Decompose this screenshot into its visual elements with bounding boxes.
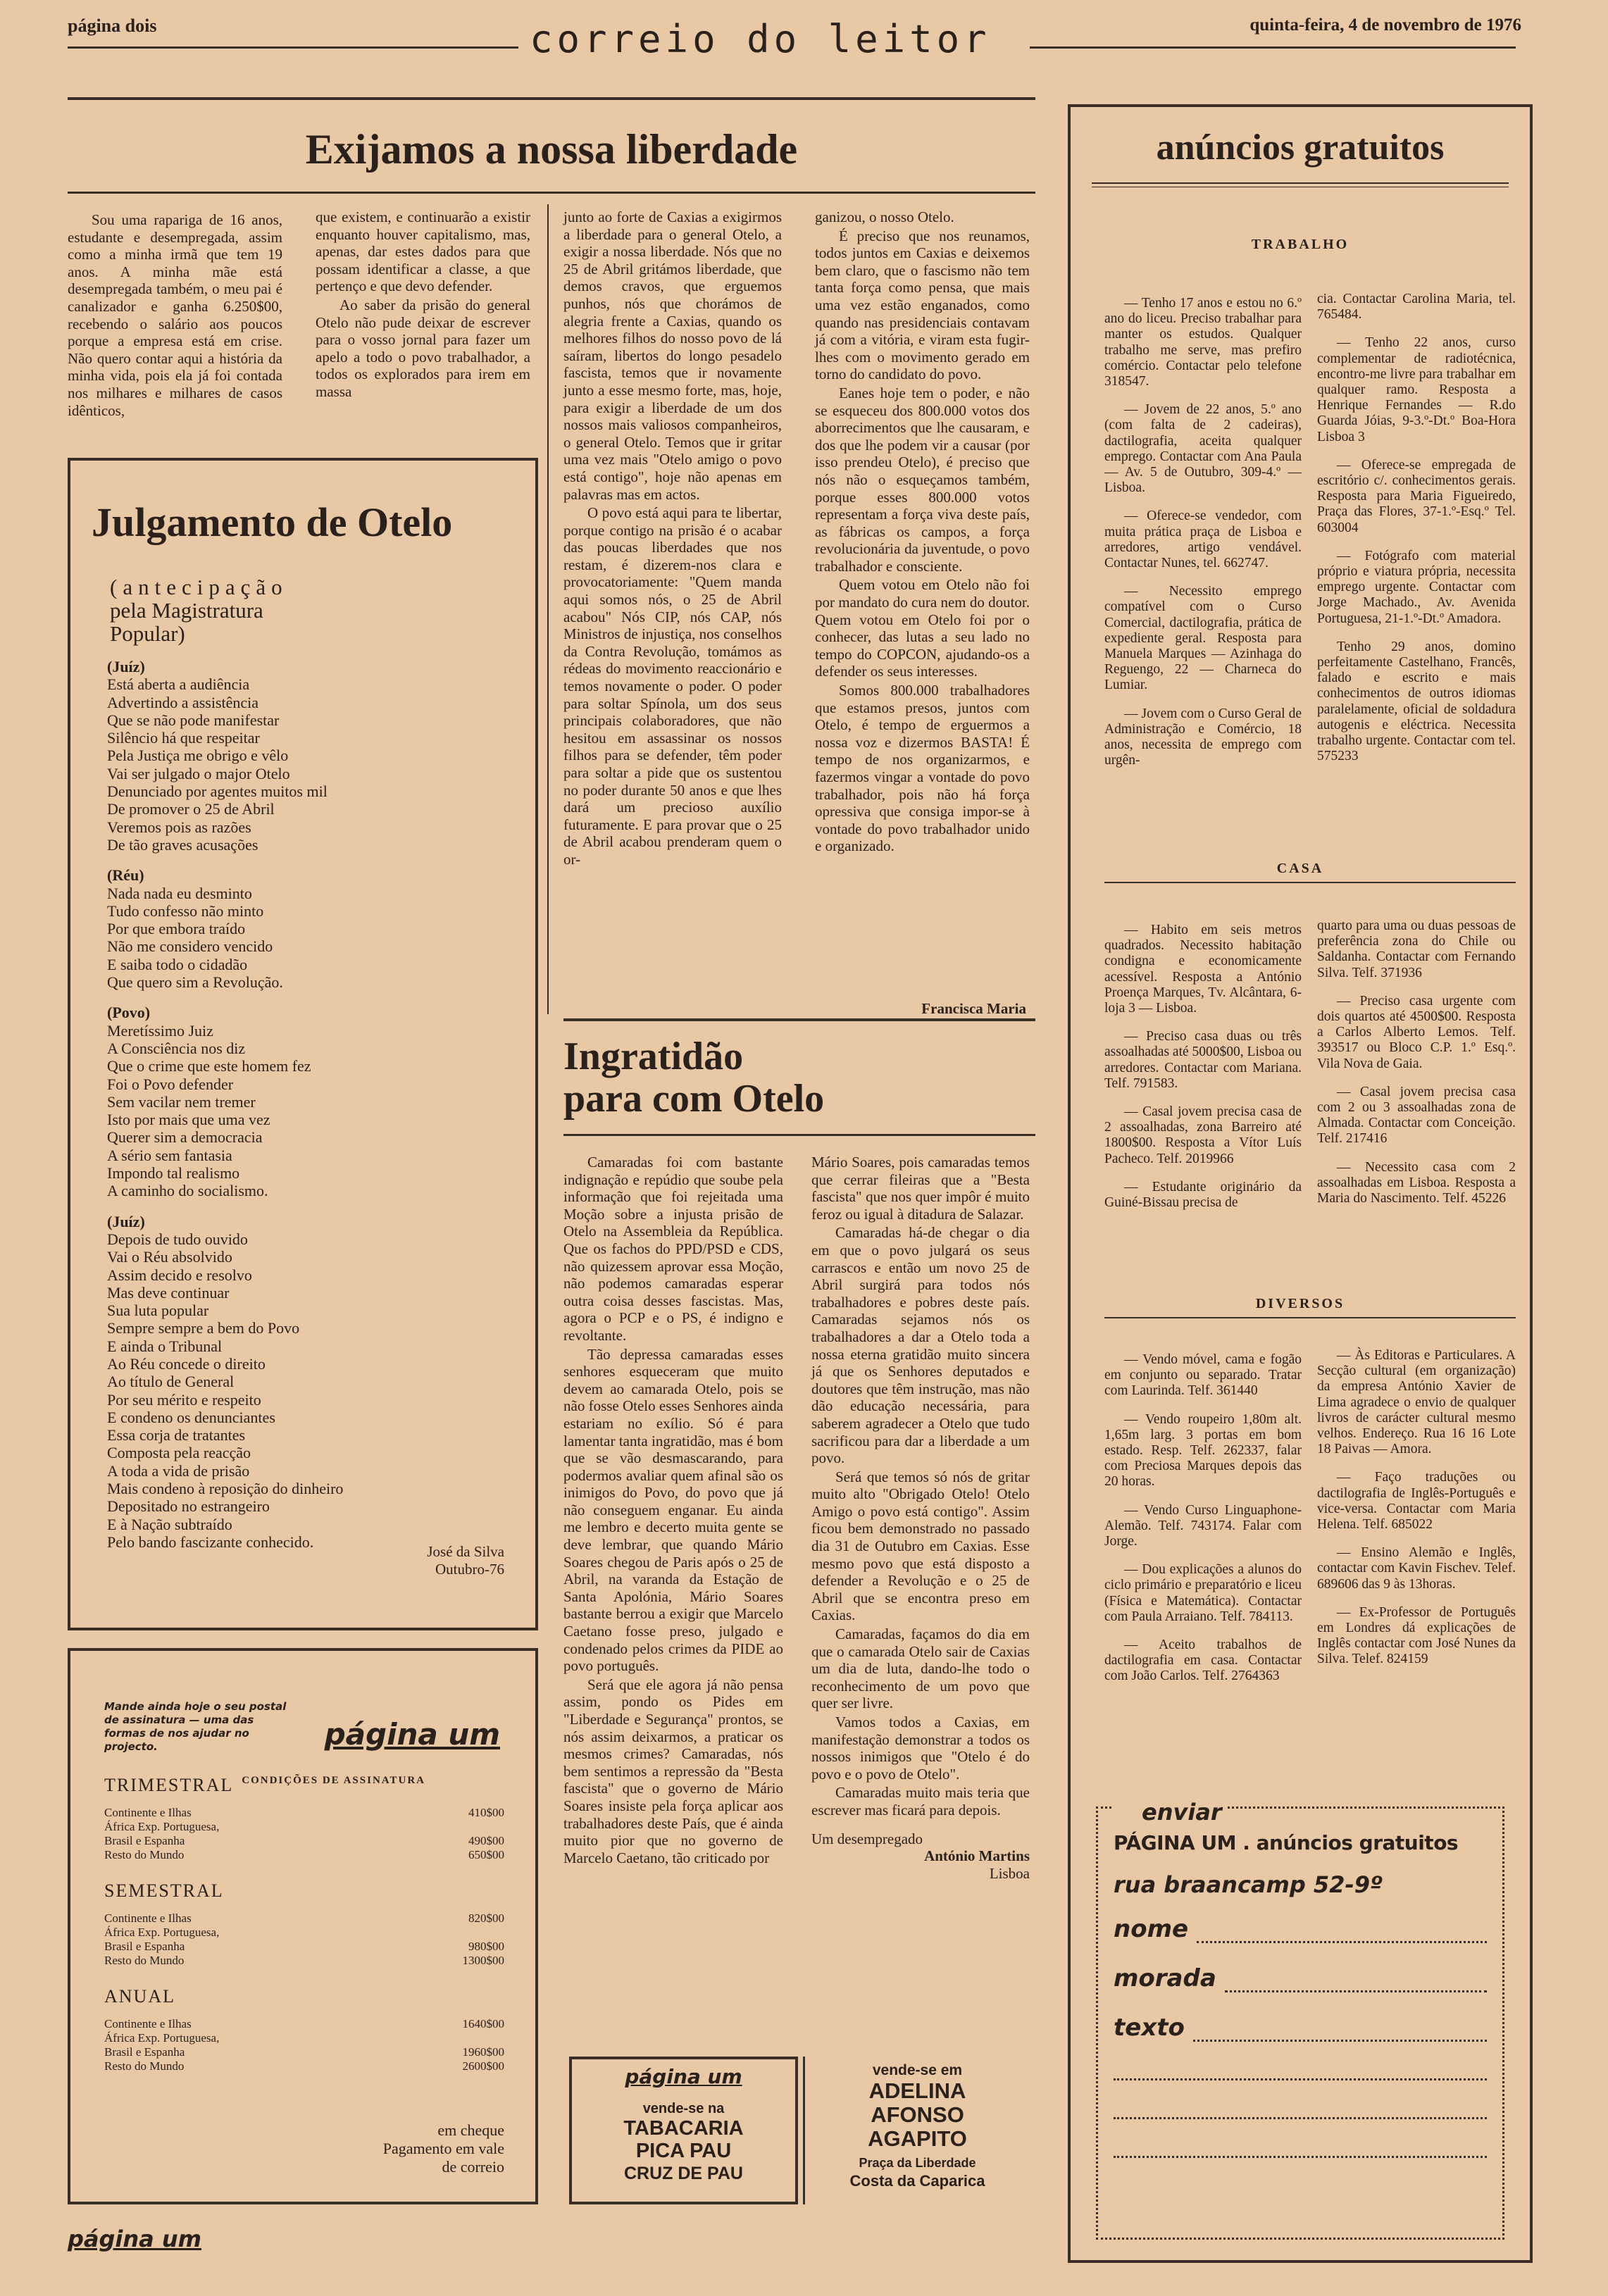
poem-author-name: José da Silva: [427, 1543, 504, 1560]
poem-speaker: (Juíz): [107, 658, 145, 675]
paragraph: junto ao forte de Caxias a exigirmos a liberdade para o general Otelo, a exigir a nossa liberdade. Nós que no 25 de Abril gritámos liberdade, que demos cravos, que erguemos punhos, nós que chorámos de alegria frente a Caxias, quando os melhores filhos do nosso povo de lá saíram, libertos do longo pesadelo fascista, temos que ir novamente junto a esse mesmo forte, mas, hoje, para exigir a liberdade de um dos nossos mais valiosos companheiros, o general Otelo. Temos que ir gritar uma vez mais "Otelo amigo o povo está contigo", hoje não apenas em palavras mas em actos.: [563, 208, 782, 503]
poem-speaker: (Réu): [107, 866, 144, 885]
second-article-top-rule: [563, 1018, 1035, 1021]
main-article-title: Exijamos a nossa liberdade: [305, 126, 798, 173]
classified-ad: — Oferece-se empregada de escritório c/. conhecimentos gerais. Resposta para Maria Figueiredo, Praça das Flores, 37-1.º-Esq.º Tel. 603004: [1317, 457, 1516, 535]
second-article-col1: [563, 1154, 783, 1868]
second-article-place: Lisboa: [989, 1864, 1030, 1882]
page-label: página dois: [68, 15, 157, 36]
price-value: 490$00: [468, 1834, 504, 1847]
poem-line: De tão graves acusações: [107, 835, 258, 854]
poem-line: Pela Justiça me obrigo e vêlo: [107, 747, 289, 765]
poem-line: A toda a vida de prisão: [107, 1461, 250, 1480]
price-region: África Exp. Portuguesa,: [104, 2031, 220, 2045]
form-send-label: enviar: [1114, 1799, 1228, 1826]
poem-line: Isto por mais que uma vez: [107, 1111, 270, 1129]
payment-line: em vale: [455, 2140, 504, 2157]
price-row: [104, 1834, 504, 1848]
sales-box-tabacaria: [569, 2057, 798, 2204]
classified-ad: — Faço traduções ou dactilografia de Inglês-Português e vice-versa. Contactar com Maria Helena. Telf. 685022: [1317, 1470, 1516, 1533]
price-row: [104, 2017, 504, 2031]
price-row: [104, 1820, 504, 1834]
price-value: 410$00: [468, 1806, 504, 1819]
period-name: TRIMESTRAL: [104, 1775, 234, 1795]
form-label-nome: nome: [1114, 1915, 1189, 1943]
poem-line: Impondo tal realismo: [107, 1164, 240, 1183]
subscription-period: [104, 1986, 504, 2007]
price-region: Continente e Ilhas: [104, 2017, 192, 2030]
price-region: Resto do Mundo: [104, 2059, 185, 2073]
classified-ad: — Ex-Professor de Português em Londres dá explicações de Inglês contactar com José Nunes da Silva. Telef. 824159: [1317, 1604, 1516, 1667]
text-field[interactable]: [1193, 2019, 1487, 2042]
poem-line: Composta pela reacção: [107, 1444, 251, 1462]
sales-line: vende-se na: [642, 2101, 725, 2116]
poem-line: Sem vacilar nem tremer: [107, 1092, 256, 1111]
poem-line: E saiba todo o cidadão: [107, 955, 248, 973]
poem-line: Está aberta a audiência: [107, 675, 250, 694]
section-rule: [1104, 1317, 1516, 1318]
poem-body: [107, 658, 535, 1551]
classified-ad: cia. Contactar Carolina Maria, tel. 765484.: [1317, 292, 1516, 323]
second-article-signature-label: Um desempregado: [811, 1830, 923, 1847]
paragraph: Será que temos só nós de gritar muito alto "Obrigado Otelo! Otelo Amigo o povo está contigo". Assim ficou bem demonstrado no passado dia 31 de Outubro em Caxias. Esse mesmo povo que está disposto a defender a Revolução e o 25 de Abril que se encontra preso em Caxias.: [811, 1468, 1030, 1624]
classifieds-trabalho-left: [1104, 296, 1302, 781]
main-article-col3: [563, 208, 782, 870]
poem-line: A caminho do socialismo.: [107, 1182, 268, 1200]
paragraph: Eanes hoje tem o poder, e não se esqueceu dos 800.000 votos dos aborrecimentos que lhe causaram, e dos que lhe podem vir a causar (por isso prendeu Otelo), é preciso que nós não o esqueçamos também, porque esses 800.000 votos representam a força viva deste país, as fábricas os campos, a força revolucionária da juventude, o povo trabalhador e consciente.: [815, 384, 1030, 575]
section-rule: [1104, 882, 1516, 883]
poem-speaker: (Povo): [107, 1004, 151, 1022]
poem-title: Julgamento de Otelo: [92, 499, 453, 545]
poem-author: [427, 1543, 504, 1578]
poem-line: Por seu mérito e respeito: [107, 1390, 261, 1409]
classified-ad: — Vendo móvel, cama e fogão em conjunto ou separado. Tratar com Laurinda. Telf. 361440: [1104, 1352, 1302, 1399]
section-trabalho: TRABALHO: [1251, 237, 1350, 252]
poem-line: Depositado no estrangeiro: [107, 1497, 270, 1516]
subtitle-line: Popular): [110, 621, 185, 646]
form-address: rua braancamp 52-9º: [1114, 1871, 1383, 1898]
price-region: Brasil e Espanha: [104, 1940, 185, 1953]
poem-line: A sério sem fantasia: [107, 1146, 232, 1164]
poem-stanza: [107, 866, 535, 991]
price-region: Resto do Mundo: [104, 1848, 185, 1861]
classified-ad: — Oferece-se vendedor, com muita prática praça de Lisboa e arredores, artigo vendável. Contactar Nunes, tel. 662747.: [1104, 509, 1302, 571]
poem-line: Silêncio há que respeitar: [107, 729, 260, 747]
poem-line: E ainda o Tribunal: [107, 1337, 223, 1355]
classified-ad: — Vendo Curso Linguaphone-Alemão. Telf. 743174. Falar com Jorge.: [1104, 1502, 1302, 1549]
classified-ad: — Necessito emprego compatível com o Curso Comercial, dactilografia, prática de expediente geral. Resposta para Manuela Marques — Azinhaga do Reguengo, 22 — Charneca do Lumiar.: [1104, 584, 1302, 693]
price-row: [104, 2045, 504, 2059]
paragraph: É preciso que nos reunamos, todos juntos em Caxias e deixemos bem claro, que o fascismo não tem tanta força como pensa, que mais uma vez estão enganados, como quando nas presidenciais contavam já com a vitória, e viram esta fugir-lhes com o movimento gerado em torno do candidato do povo.: [815, 227, 1030, 383]
poem-stanza: [107, 658, 535, 854]
paragraph: Será que ele agora já não pensa assim, pondo os Pides em "Liberdade e Segurança" prontos, se nós assim deixarmos, a praticar os mesmos crimes? Camaradas, nós bem sentimos a repressão da "Besta fascista" que o governo de Mário Soares insiste pela força aplicar aos trabalhadores deste País, que é ainda muito pior que no governo de Marcelo Caetano, tão criticado por: [563, 1676, 783, 1866]
payment-line: de correio: [442, 2158, 504, 2176]
header-rule-left: [68, 46, 518, 49]
poem-line: E condeno os denunciantes: [107, 1408, 275, 1426]
classified-ad: — Casal jovem precisa casa com 2 ou 3 assoalhadas zona de Almada. Contactar com Conceição. Telf. 217416: [1317, 1084, 1516, 1147]
poem-line: Não me considero vencido: [107, 937, 273, 956]
poem-stanza: [107, 1004, 535, 1199]
poem-line: Pelo bando fascizante conhecido.: [107, 1533, 314, 1551]
classifieds-trabalho-right: [1317, 292, 1516, 777]
form-row-nome: [1114, 1915, 1487, 1943]
poem-box: [68, 458, 538, 1630]
classified-ad: — Aceito trabalhos de dactilografia em casa. Contactar com João Carlos. Telf. 2764363: [1104, 1637, 1302, 1684]
payment-label: Pagamento: [382, 2140, 452, 2157]
classifieds-title: anúncios gratuitos: [1156, 127, 1445, 168]
poem-line: Sua luta popular: [107, 1302, 209, 1320]
main-article-col2: [316, 208, 530, 402]
footer-logo: página um: [68, 2226, 202, 2252]
classifieds-casa-right: [1317, 918, 1516, 1219]
form-label-texto: texto: [1114, 2014, 1185, 2042]
price-value: 820$00: [468, 1911, 504, 1925]
payment-line: em cheque: [437, 2121, 504, 2139]
price-row: [104, 2059, 504, 2073]
classifieds-diversos-right: [1317, 1348, 1516, 1680]
form-row-morada: [1114, 1964, 1487, 1992]
classified-ad: — Jovem com o Curso Geral de Administração e Comércio, 18 anos, necessita de emprego com urgên-: [1104, 706, 1302, 768]
second-article-col2: [811, 1154, 1030, 1882]
poem-line: Meretíssimo Juiz: [107, 1021, 213, 1040]
subscription-period: [104, 1880, 504, 1902]
poem-line: Tudo confesso não minto: [107, 901, 264, 920]
main-article-col4: [815, 208, 1030, 856]
section-title: correio do leitor: [530, 17, 991, 61]
subscription-period: [104, 1775, 504, 1796]
classified-ad: — Fotógrafo com material próprio e viatura própria, necessita emprego urgente. Contactar com Jorge Machado., Av. Avenida Portuguesa, 21-1.º-Dt.º Amadora.: [1317, 548, 1516, 626]
price-row: [104, 1848, 504, 1862]
form-label-morada: morada: [1114, 1964, 1216, 1992]
classified-ad: Tenho 29 anos, domino perfeitamente Castelhano, Francês, falado e escrito e mais conhecimentos de outros idiomas paralelamente, oficial de soldadura autogenis e eléctrica. Necessita trabalho urgente. Contactar com tel. 575233: [1317, 639, 1516, 764]
price-value: 1640$00: [462, 2017, 504, 2030]
price-row: [104, 1940, 504, 1954]
paragraph: O povo está aqui para te libertar, porque contigo na prisão é o acabar das poucas liberdades que nos restam, é dizerem-nos clara e provocatoriamente: "Quem manda aqui somos nós, o 25 de Abril acabou" Nós CIP, nós CAP, nós Ministros de injustiça, nos conselhos da Contra Revolução, tomámos as rédeas do movimento reaccionário e temos novamente o poder. O poder para soltar Spínola, um dos seus principais colaboradores, que não hesitou em assassinar os nossos filhos para se defender, têm poder para soltar a pide que os sustentou no poder durante 50 anos e que lhes dará um precioso auxílio futuramente. E para provar que o 25 de Abril acabou prenderam quem o or-: [563, 504, 782, 868]
poem-line: Que quero sim a Revolução.: [107, 973, 283, 992]
header-rule-right: [1030, 46, 1516, 49]
text-field-line[interactable]: [1114, 2080, 1487, 2119]
subscription-box: [68, 1648, 538, 2204]
paragraph: Camaradas há-de chegar o dia em que o povo julgará os seus carrascos e então um novo 25 de Abril surgirá para todos nós trabalhadores e pobres deste país. Camaradas sejamos nós os trabalhadores a dar a Otelo toda a nossa eterna gratidão muito sincera já que os Senhores deputados e doutores que têm instrução, mas não dão educação necessária, para saberem agradecer a Otelo que tudo sacrificou para dar a liberdade a um povo.: [811, 1224, 1030, 1467]
paragraph: Somos 800.000 trabalhadores que estamos presos, juntos com Otelo, é tempo de erguermos a nossa voz e dizermos BASTA! É tempo de nos organizarmos, e fazermos vingar a vontade do povo trabalhador, pois não há força opressiva que consiga impor-se à vontade do povo trabalhador unido e organizado.: [815, 682, 1030, 855]
price-region: Continente e Ilhas: [104, 1806, 192, 1819]
price-region: África Exp. Portuguesa,: [104, 1820, 220, 1833]
price-region: Continente e Ilhas: [104, 1911, 192, 1925]
poem-speaker: (Juíz): [107, 1212, 145, 1230]
paragraph: Tão depressa camaradas esses senhores esqueceram que muito devem ao camarada Otelo, pois se não fosse Otelo esses Senhores ainda estariam no exílio. Só é para lamentar tanta ingratidão, mas é bom que se vão desmascarando, para podermos avaliar quem afinal são os inimigos do Povo, do povo que já não conseguem enganar. Eu ainda me lembro e decerto muita gente se deve lembrar, que quando Mário Soares chegou de Paris após o 25 de Abril, na varanda da Estação de Santa Apolónia, Mário Soares bastante berrou a exigir que Marcelo Caetano fosse preso, julgado e condenado pelos crimes da PIDE ao povo português.: [563, 1345, 784, 1675]
poem-line: Mas deve continuar: [107, 1283, 230, 1302]
poem-line: Que se não pode manifestar: [107, 711, 280, 729]
price-row: [104, 1954, 504, 1968]
submission-form: [1096, 1799, 1504, 2240]
second-article-title: [563, 1035, 1035, 1120]
title-line: para com Otelo: [563, 1077, 825, 1121]
poem-line: Mais condeno à reposição do dinheiro: [107, 1480, 344, 1498]
price-value: 650$00: [468, 1848, 504, 1861]
poem-line: E à Nação subtraído: [107, 1515, 232, 1533]
sales-line: CRUZ DE PAU: [624, 2164, 743, 2183]
price-row: [104, 1806, 504, 1820]
poem-line: Essa corja de tratantes: [107, 1426, 246, 1445]
price-value: 1960$00: [462, 2045, 504, 2059]
price-row: [104, 2031, 504, 2045]
price-row: [104, 1926, 504, 1940]
classified-ad: — Vendo roupeiro 1,80m alt. 1,65m larg. 3 portas em bom estado. Resp. Telf. 262337, falar com Preciosa Marques depois das 20 horas.: [1104, 1411, 1302, 1490]
poem-line: Vai o Réu absolvido: [107, 1248, 232, 1266]
form-row-texto: [1114, 2014, 1487, 2042]
sales-line: Costa da Caparica: [849, 2172, 985, 2190]
paragraph: Ao saber da prisão do general Otelo não pude deixar de escrever para o vosso jornal para fazer um apelo a todo o povo trabalhador, a todos os explorados para irem em massa: [316, 296, 530, 400]
classifieds-casa-left: [1104, 923, 1302, 1223]
classified-ad: — Estudante originário da Guiné-Bissau precisa de: [1104, 1179, 1302, 1211]
price-value: 2600$00: [462, 2059, 504, 2073]
classified-ad: — Preciso casa duas ou três assoalhadas até 5000$00, Lisboa ou arredores. Contactar com Mariana. Telf. 791583.: [1104, 1029, 1302, 1091]
classified-ad: — Ensino Alemão e Inglês, contactar com Kavin Fischev. Telef. 689606 das 9 às 13horas.: [1317, 1545, 1516, 1592]
conditions-label: CONDIÇÕES DE ASSINATURA: [242, 1775, 426, 1786]
poem-line: Que o crime que este homem fez: [107, 1057, 311, 1075]
poem-line: Ao Réu concede o direito: [107, 1354, 266, 1373]
pagina-um-logo: página um: [625, 2065, 742, 2088]
pagina-um-logo: página um: [324, 1717, 500, 1752]
classifieds-diversos-left: [1104, 1352, 1302, 1697]
poem-line: Depois de tudo ouvido: [107, 1230, 248, 1248]
classified-ad: — Necessito casa com 2 assoalhadas em Lisboa. Resposta a Maria do Nascimento. Telf. 45226: [1317, 1159, 1516, 1206]
main-article-col1: [68, 211, 282, 420]
paragraph: Camaradas, façamos do dia em que o camarada Otelo sair de Caxias um dia de luta, dando-lhe todo o reconhecimento de um povo que quer ser livre.: [811, 1626, 1030, 1712]
period-name: SEMESTRAL: [104, 1880, 224, 1901]
classified-ad: — Habito em seis metros quadrados. Necessito habitação condigna e economicamente acessível. Resposta a António Proença Marques, Tv. Alcântara, 6-loja 3 — Lisboa.: [1104, 923, 1302, 1016]
top-rule: [68, 97, 1035, 100]
classifieds-rule: [1092, 182, 1509, 184]
main-article-signature: Francisca Maria: [921, 1000, 1026, 1017]
price-value: 980$00: [468, 1940, 504, 1953]
poem-line: Vai ser julgado o major Otelo: [107, 764, 290, 782]
classified-ad: quarto para uma ou duas pessoas de preferência zona do Chile ou Saldanha. Contactar com Fernando Silva. Telf. 371936: [1317, 918, 1516, 980]
title-rule: [68, 192, 1035, 194]
section-casa: CASA: [1276, 861, 1324, 876]
price-region: Resto do Mundo: [104, 1954, 185, 1967]
second-article-title-rule: [563, 1134, 1035, 1136]
paragraph: ganizou, o nosso Otelo.: [815, 208, 954, 225]
section-diversos: DIVERSOS: [1255, 1296, 1345, 1311]
price-region: África Exp. Portuguesa,: [104, 1926, 220, 1939]
title-line: Ingratidão: [563, 1035, 744, 1078]
poem-line: Nada nada eu desminto: [107, 884, 252, 902]
period-name: ANUAL: [104, 1986, 175, 2007]
poem-line: Denunciado por agentes muitos mil: [107, 782, 328, 801]
sales-line: AFONSO: [871, 2102, 964, 2127]
classified-ad: — Às Editoras e Particulares. A Secção cultural (em organização) da empresa António Xavier de Lima agradece o envio de qualquer livros de carácter cultural mesmo velhos. Endereço. Rua 16 16 Lote 18 Paivas — Amora.: [1317, 1348, 1516, 1457]
paragraph: Sou uma rapariga de 16 anos, estudante e desempregada, assim como a minha irmã que tem 19 anos. A minha mãe está desempregada também, o meu pai é canalizador e ganha 6.250$00, recebendo o salário aos poucos porque a empresa está em crise. Não quero contar aqui a história da minha vida, pois ela já foi contada nos milhares e milhares de casos idênticos,: [68, 211, 282, 419]
sales-line: AGAPITO: [868, 2126, 967, 2151]
price-value: 1300$00: [462, 1954, 504, 1967]
sales-line: Praça da Liberdade: [859, 2156, 976, 2170]
payment-info: [383, 2121, 504, 2176]
paragraph: Camaradas muito mais teria que escrever mas ficará para depois.: [811, 1784, 1030, 1818]
page-date: quinta-feira, 4 de novembro de 1976: [1249, 15, 1521, 35]
classified-ad: — Tenho 17 anos e estou no 6.º ano do liceu. Preciso trabalhar para manter os estudos. Qualquer trabalho me serve, mas prefiro comércio. Contactar pelo telefone 318547.: [1104, 296, 1302, 389]
classified-ad: — Jovem de 22 anos, 5.º ano (com falta de 2 cadeiras), dactilografia, aceita qualquer emprego. Contactar com Ana Paula — Av. 5 de Outubro, 309-4.º — Lisboa.: [1104, 402, 1302, 496]
name-field[interactable]: [1197, 1920, 1487, 1943]
poem-line: Querer sim a democracia: [107, 1128, 263, 1147]
poem-line: Assim decido e resolvo: [107, 1266, 252, 1284]
paragraph: que existem, e continuarão a existir enquanto houver capitalismo, mas, apenas, dar estes dados para que possam identificar a classe, a que pertenço e que devo defender.: [316, 208, 530, 295]
sales-line: PICA PAU: [635, 2140, 732, 2162]
second-article-signature: António Martins: [924, 1847, 1030, 1865]
address-field[interactable]: [1225, 1969, 1487, 1992]
poem-line: Sempre sempre a bem do Povo: [107, 1319, 300, 1337]
classified-ad: — Preciso casa urgente com dois quartos até 4500$00. Resposta a Carlos Alberto Lemos. Telf. 393517 ou Bloco C.P. 1.º Esq.º. Vila Nova de Gaia.: [1317, 993, 1516, 1071]
subscription-periods: [104, 1775, 504, 2073]
form-heading: PÁGINA UM . anúncios gratuitos: [1114, 1831, 1459, 1854]
sales-line: vende-se em: [872, 2062, 963, 2078]
paragraph: Vamos todos a Caxias, em manifestação demonstrar a todos os nossos inimigos que "Otelo é do povo e o povo de Otelo".: [811, 1714, 1030, 1783]
paragraph: Mário Soares, pois camaradas temos que cerrar fileiras que a "Besta fascista" que nos quer impôr é muito feroz ou igual à ditadura de Salazar.: [811, 1154, 1030, 1223]
sales-line: TABACARIA: [623, 2117, 744, 2140]
subtitle-line: (antecipação: [110, 575, 288, 599]
poem-line: Advertindo a assistência: [107, 693, 259, 711]
poem-line: A Consciência nos diz: [107, 1039, 246, 1057]
subtitle-line: pela Magistratura: [110, 598, 263, 623]
poem-date: Outubro-76: [435, 1561, 504, 1578]
column-rule: [547, 204, 549, 1014]
classified-ad: — Tenho 22 anos, curso complementar de radiotécnica, encontro-me livre para trabalhar em qualquer ramo. Resposta a Henrique Fernandes — R.do Guarda Jóias, 9-3.º-Dt.º Boa-Hora Lisboa 3: [1317, 335, 1516, 444]
sales-box-adelina: [803, 2057, 1030, 2204]
classified-ad: — Dou explicações a alunos do ciclo primário e preparatório e liceu (Física e Matemática). Contactar com Paula Arraiano. Telf. 784113.: [1104, 1562, 1302, 1624]
price-row: [104, 1911, 504, 1926]
text-field-line[interactable]: [1114, 2042, 1487, 2080]
classified-ad: — Casal jovem precisa casa de 2 assoalhadas, zona Barreiro até 1800$00. Resposta a Vítor Luís Pacheco. Telf. 2019966: [1104, 1104, 1302, 1166]
poem-subtitle: [110, 575, 535, 645]
poem-line: De promover o 25 de Abril: [107, 800, 275, 818]
subscription-blurb: Mande ainda hoje o seu postal de assinatura — uma das formas de nos ajudar no projecto.: [104, 1700, 287, 1753]
poem-line: Ao título de General: [107, 1373, 235, 1391]
paragraph: Camaradas foi com bastante indignação e repúdio que soube pela informação que foi rejeitada uma Moção sobre a injusta prisão de Otelo na Assembleia da República. Que os fachos do PPD/PSD e CDS, não quizessem aprovar essa Moção, não podemos camaradas esperar outra coisa desses fascistas. Mas, agora o PCP e o PS, é indigno e revoltante.: [563, 1154, 783, 1344]
sales-line: ADELINA: [868, 2078, 966, 2103]
price-region: Brasil e Espanha: [104, 1834, 185, 1847]
text-field-line[interactable]: [1114, 2119, 1487, 2158]
price-region: Brasil e Espanha: [104, 2045, 185, 2059]
poem-stanza: [107, 1213, 535, 1552]
poem-line: Veremos pois as razões: [107, 818, 251, 836]
paragraph: Quem votou em Otelo não foi por mandato do cura nem do doutor. Quem votou em Otelo foi por o conhecer, das lutas a seu lado no tempo do COPCON, ajudando-os a defender os seus interesses.: [815, 576, 1030, 680]
poem-line: Foi o Povo defender: [107, 1075, 234, 1093]
poem-line: Por que embora traído: [107, 920, 246, 938]
